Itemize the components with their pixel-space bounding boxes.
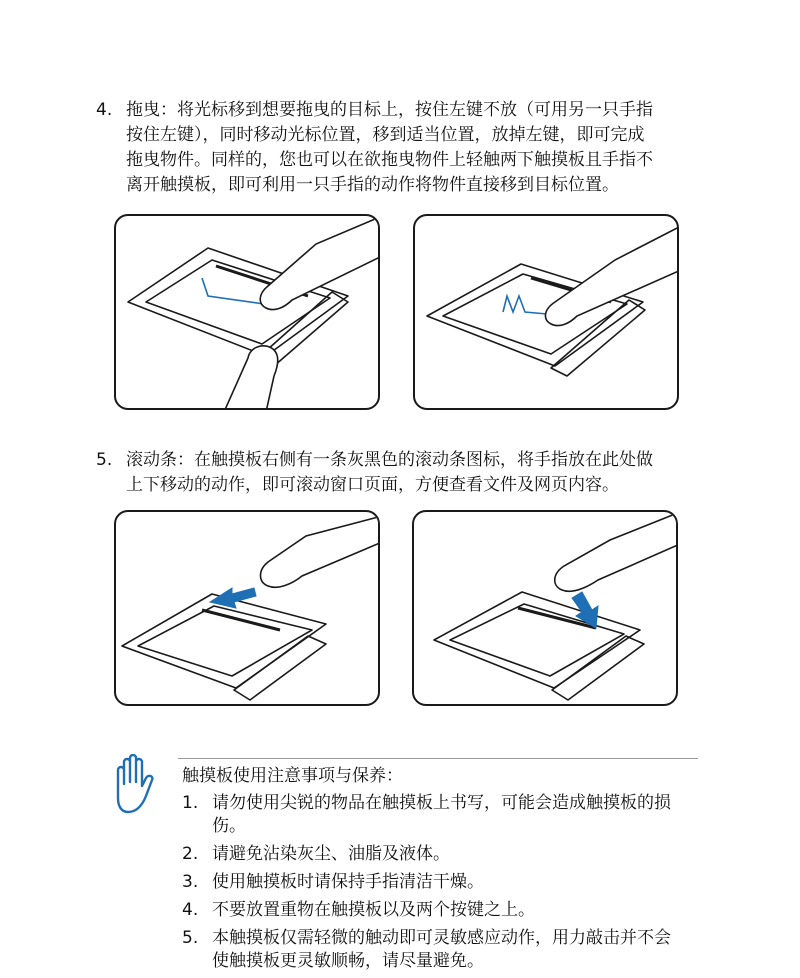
touchpad-button [234, 636, 326, 700]
touchpad-illustration [415, 216, 679, 410]
note-line: 伤。 [212, 816, 246, 836]
note-number: 3. [182, 872, 199, 892]
text-line: 离开触摸板，即可利用一只手指的动作将物件直接移到目标位置。 [126, 175, 619, 195]
note-list [182, 792, 702, 978]
figure-scroll-down [412, 510, 678, 706]
touchpad-outer [434, 592, 640, 688]
text-line: 滚动条：在触摸板右侧有一条灰黑色的滚动条图标，将手指放在此处做 [126, 450, 653, 470]
note-line: 请勿使用尖锐的物品在触摸板上书写，可能会造成触摸板的损 [212, 793, 671, 813]
figure-scroll-left [114, 510, 380, 706]
note-item [182, 792, 702, 838]
touchpad-button [552, 636, 644, 700]
note-title: 触摸板使用注意事项与保养： [182, 766, 403, 786]
note-number: 5. [182, 928, 199, 948]
note-divider [178, 758, 698, 759]
finger-pointing [261, 516, 381, 587]
finger-pointing [555, 512, 678, 591]
figure-drag-two-hands [114, 214, 380, 410]
instruction-scroll [96, 448, 706, 498]
note-line: 不要放置重物在触摸板以及两个按键之上。 [212, 900, 535, 920]
item-number: 5. [96, 450, 113, 470]
text-line: 拖曳物件。同样的，您也可以在欲拖曳物件上轻触两下触摸板且手指不 [126, 150, 653, 170]
text-line: 拖曳：将光标移到想要拖曳的目标上，按住左键不放（可用另一只手指 [126, 100, 653, 120]
note-number: 4. [182, 900, 199, 920]
figure-drag-double-tap [413, 214, 679, 410]
note-item [182, 843, 702, 866]
note-item [182, 899, 702, 922]
touchpad-illustration [116, 216, 380, 410]
note-line: 本触摸板仅需轻微的触动即可灵敏感应动作，用力敲击并不会 [212, 928, 671, 948]
double-tap-trail [503, 296, 547, 314]
touchpad-inner [450, 604, 624, 676]
finger-bottom [224, 346, 278, 410]
instruction-drag [96, 98, 706, 198]
note-item [182, 927, 702, 973]
arrow-left-icon [210, 588, 256, 608]
raised-hand-icon [108, 754, 162, 816]
note-line: 使触摸板更灵敏顺畅，请尽量避免。 [212, 951, 484, 971]
note-item [182, 871, 702, 894]
item-number: 4. [96, 100, 113, 120]
text-line: 按住左键），同时移动光标位置，移到适当位置，放掉左键，即可完成 [126, 125, 645, 145]
touchpad-illustration [116, 512, 380, 706]
note-line: 请避免沾染灰尘、油脂及液体。 [212, 844, 450, 864]
finger-top [545, 226, 679, 326]
note-line: 使用触摸板时请保持手指清洁干燥。 [212, 872, 484, 892]
note-number: 1. [182, 793, 199, 813]
text-line: 上下移动的动作，即可滚动窗口页面，方便查看文件及网页内容。 [126, 475, 619, 495]
touchpad-illustration [414, 512, 678, 706]
note-number: 2. [182, 844, 199, 864]
drag-trail [202, 278, 264, 304]
